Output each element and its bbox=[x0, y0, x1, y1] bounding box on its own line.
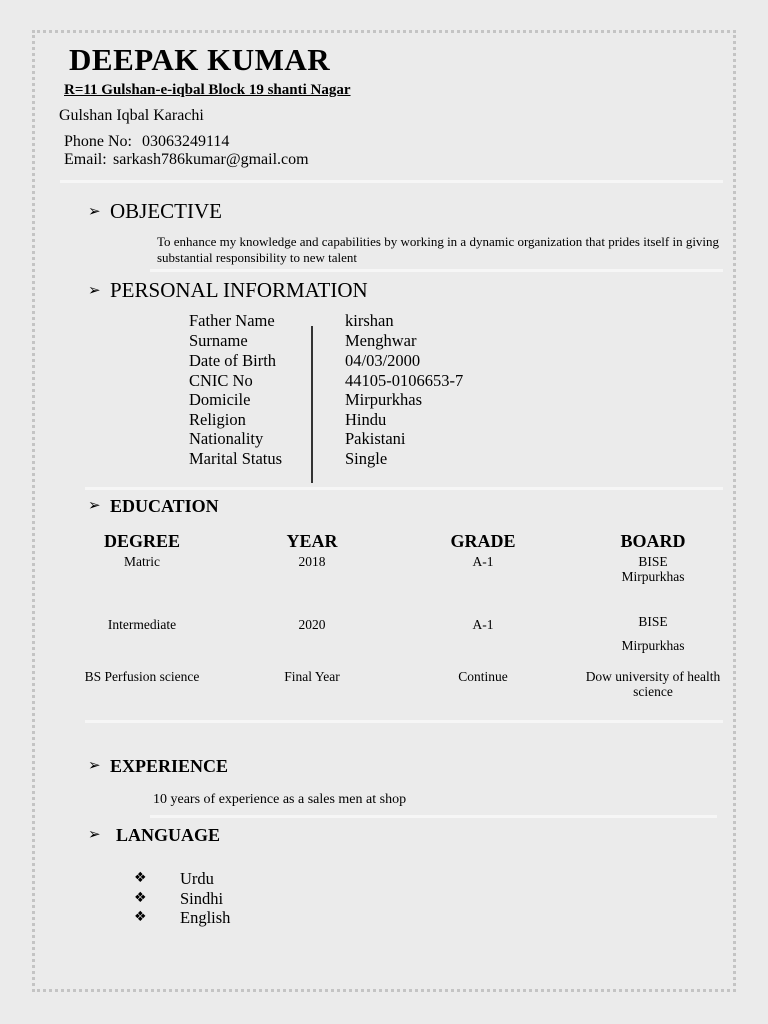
edu-header-degree: DEGREE bbox=[103, 531, 181, 551]
city-line: Gulshan Iqbal Karachi bbox=[59, 107, 204, 124]
edu-cell: A-1 bbox=[472, 617, 494, 632]
edu-cell: BISE Mirpurkhas bbox=[621, 554, 685, 584]
edu-cell: Final Year bbox=[284, 669, 340, 684]
language-heading bbox=[88, 825, 220, 846]
pi-label-religion: Religion bbox=[189, 410, 246, 429]
email-label: Email: bbox=[64, 151, 107, 168]
edu-header-board: BOARD bbox=[620, 531, 686, 551]
objective-text: To enhance my knowledge and capabilities by working in a dynamic organization that prides itself in giving substantial responsibility to new talent bbox=[157, 234, 720, 265]
edu-cell: Continue bbox=[458, 669, 508, 684]
phone-number: 03063249114 bbox=[142, 133, 230, 150]
pi-label-cnic: CNIC No bbox=[189, 371, 253, 390]
pi-value-dob: 04/03/2000 bbox=[345, 351, 421, 370]
pi-label-dob: Date of Birth bbox=[189, 351, 277, 370]
pi-label-domicile: Domicile bbox=[189, 390, 251, 409]
pi-value-father-name: kirshan bbox=[345, 311, 394, 330]
arrowhead-bullet-icon: ➢ bbox=[88, 281, 101, 299]
objective-heading bbox=[88, 199, 222, 224]
arrowhead-bullet-icon: ➢ bbox=[88, 496, 101, 514]
education-heading bbox=[88, 496, 219, 517]
four-diamond-bullet-icon: ❖ bbox=[134, 870, 147, 886]
language-item: Sindhi bbox=[180, 889, 224, 908]
education-title: EDUCATION bbox=[110, 496, 219, 516]
pi-label-father-name: Father Name bbox=[189, 311, 275, 330]
language-item: Urdu bbox=[180, 869, 214, 888]
section-divider bbox=[150, 815, 717, 818]
section-divider bbox=[85, 720, 723, 723]
four-diamond-bullet-icon: ❖ bbox=[134, 890, 147, 906]
edu-cell: BS Perfusion science bbox=[84, 669, 200, 684]
column-divider bbox=[311, 326, 313, 483]
edu-header-grade: GRADE bbox=[450, 531, 516, 551]
edu-cell: Dow university of health science bbox=[585, 669, 721, 699]
section-divider bbox=[150, 269, 723, 272]
objective-title: OBJECTIVE bbox=[110, 199, 222, 223]
experience-text: 10 years of experience as a sales men at shop bbox=[153, 792, 407, 807]
arrowhead-bullet-icon: ➢ bbox=[88, 202, 101, 220]
four-diamond-bullet-icon: ❖ bbox=[134, 909, 147, 925]
edu-cell: 2018 bbox=[298, 554, 326, 569]
arrowhead-bullet-icon: ➢ bbox=[88, 825, 101, 843]
edu-cell: A-1 bbox=[472, 554, 494, 569]
edu-header-year: YEAR bbox=[286, 531, 338, 551]
section-divider bbox=[60, 180, 723, 183]
pi-label-marital-status: Marital Status bbox=[189, 449, 283, 468]
phone-label: Phone No: bbox=[64, 133, 132, 150]
experience-title: EXPERIENCE bbox=[110, 756, 229, 776]
candidate-name: DEEPAK KUMAR bbox=[69, 42, 331, 77]
pi-label-nationality: Nationality bbox=[189, 429, 264, 448]
pi-label-surname: Surname bbox=[189, 331, 248, 350]
pi-value-surname: Menghwar bbox=[345, 331, 417, 350]
pi-value-marital-status: Single bbox=[345, 449, 388, 468]
language-title: LANGUAGE bbox=[116, 825, 221, 845]
experience-heading bbox=[88, 756, 228, 777]
email-address: sarkash786kumar@gmail.com bbox=[113, 151, 309, 168]
edu-cell: BISE Mirpurkhas bbox=[621, 614, 685, 653]
language-item: English bbox=[180, 908, 231, 927]
pi-value-nationality: Pakistani bbox=[345, 429, 406, 448]
pi-value-religion: Hindu bbox=[345, 410, 387, 429]
personal-info-heading bbox=[88, 278, 368, 303]
edu-cell: Intermediate bbox=[107, 617, 177, 632]
edu-cell: Matric bbox=[124, 554, 160, 569]
section-divider bbox=[85, 487, 723, 490]
edu-cell: 2020 bbox=[298, 617, 326, 632]
address-line: R=11 Gulshan-e-iqbal Block 19 shanti Nagar bbox=[64, 82, 351, 98]
personal-info-title: PERSONAL INFORMATION bbox=[110, 278, 368, 302]
arrowhead-bullet-icon: ➢ bbox=[88, 756, 101, 774]
pi-value-cnic: 44105-0106653-7 bbox=[345, 371, 464, 390]
pi-value-domicile: Mirpurkhas bbox=[345, 390, 422, 409]
